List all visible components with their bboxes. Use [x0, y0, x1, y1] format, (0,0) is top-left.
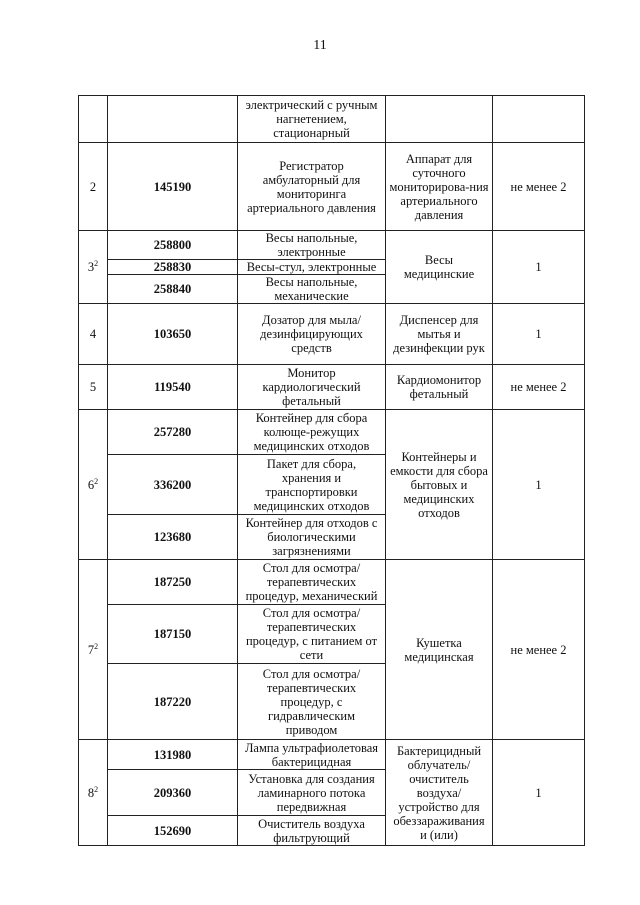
- table-row: [79, 410, 585, 455]
- cell-name: Контейнер для сбора колюще-режущих медицинских отходов: [238, 410, 386, 455]
- footnote-mark: 2: [94, 258, 99, 268]
- cell-number: [79, 96, 108, 143]
- cell-number: [79, 231, 108, 304]
- footnote-mark: 2: [94, 641, 99, 651]
- row-number: 5: [89, 380, 97, 394]
- cell-device: [386, 96, 493, 143]
- cell-code: 131980: [108, 740, 238, 770]
- footnote-mark: 2: [94, 784, 99, 794]
- cell-device: Кардиомонитор фетальный: [386, 365, 493, 410]
- cell-code: 258840: [108, 275, 238, 304]
- cell-code: 119540: [108, 365, 238, 410]
- cell-device: Бактерицидный облучатель/ очиститель воздуха/ устройство для обеззараживания и (или): [386, 740, 493, 846]
- cell-number: [79, 304, 108, 365]
- table-row: [79, 143, 585, 231]
- row-number: 7: [87, 642, 95, 657]
- cell-code: 257280: [108, 410, 238, 455]
- page-number: 11: [313, 38, 327, 53]
- table-row: [79, 740, 585, 770]
- table-row: [79, 96, 585, 143]
- cell-code: 123680: [108, 515, 238, 560]
- row-number: 8: [87, 785, 95, 800]
- cell-name: электрический с ручным нагнетением, стационарный: [238, 96, 386, 143]
- cell-device: Аппарат для суточного мониторирова-ния артериального давления: [386, 143, 493, 231]
- cell-number: [79, 740, 108, 846]
- cell-quantity: [493, 96, 585, 143]
- cell-number: [79, 143, 108, 231]
- cell-quantity: 1: [493, 410, 585, 560]
- cell-device: Весы медицинские: [386, 231, 493, 304]
- cell-code: [108, 96, 238, 143]
- cell-number: [79, 365, 108, 410]
- cell-name: Установка для создания ламинарного потока передвижная: [238, 770, 386, 816]
- cell-code: 258830: [108, 260, 238, 275]
- cell-device: Контейнеры и емкости для сбора бытовых и медицинских отходов: [386, 410, 493, 560]
- table-row: [79, 560, 585, 605]
- cell-code: 145190: [108, 143, 238, 231]
- row-number: 4: [89, 327, 97, 341]
- table-row: [79, 304, 585, 365]
- cell-name: Стол для осмотра/терапевтических процедур, с гидравлическим приводом: [238, 664, 386, 740]
- cell-code: 187250: [108, 560, 238, 605]
- cell-name: Лампа ультрафиолетовая бактерицидная: [238, 740, 386, 770]
- cell-code: 187220: [108, 664, 238, 740]
- cell-name: Весы-стул, электронные: [238, 260, 386, 275]
- cell-quantity: не менее 2: [493, 365, 585, 410]
- cell-quantity: 1: [493, 304, 585, 365]
- row-number: 2: [89, 179, 97, 194]
- cell-code: 258800: [108, 231, 238, 260]
- equipment-table: [78, 95, 585, 846]
- cell-name: Стол для осмотра/терапевтических процедур, с питанием от сети: [238, 605, 386, 664]
- cell-device: Кушетка медицинская: [386, 560, 493, 740]
- footnote-mark: 2: [94, 476, 99, 486]
- cell-name: Дозатор для мыла/ дезинфицирующих средств: [238, 304, 386, 365]
- cell-name: Пакет для сбора, хранения и транспортировки медицинских отходов: [238, 455, 386, 515]
- cell-name: Монитор кардиологический фетальный: [238, 365, 386, 410]
- cell-quantity: 1: [493, 231, 585, 304]
- cell-name: Стол для осмотра/терапевтических процедур, механический: [238, 560, 386, 605]
- cell-name: Очиститель воздуха фильтрующий: [238, 816, 386, 846]
- cell-name: Регистратор амбулаторный для мониторинга артериального давления: [238, 143, 386, 231]
- cell-code: 336200: [108, 455, 238, 515]
- cell-name: Весы напольные, механические: [238, 275, 386, 304]
- row-number: 3: [87, 260, 95, 274]
- cell-code: 209360: [108, 770, 238, 816]
- cell-quantity: не менее 2: [493, 143, 585, 231]
- cell-number: [79, 560, 108, 740]
- cell-code: 152690: [108, 816, 238, 846]
- row-number: 6: [87, 477, 95, 492]
- cell-name: Контейнер для отходов с биологическими загрязнениями: [238, 515, 386, 560]
- table-row: [79, 231, 585, 260]
- cell-code: 187150: [108, 605, 238, 664]
- cell-quantity: 1: [493, 740, 585, 846]
- cell-number: [79, 410, 108, 560]
- cell-name: Весы напольные, электронные: [238, 231, 386, 260]
- cell-code: 103650: [108, 304, 238, 365]
- cell-device: Диспенсер для мытья и дезинфекции рук: [386, 304, 493, 365]
- table-row: [79, 365, 585, 410]
- cell-quantity: не менее 2: [493, 560, 585, 740]
